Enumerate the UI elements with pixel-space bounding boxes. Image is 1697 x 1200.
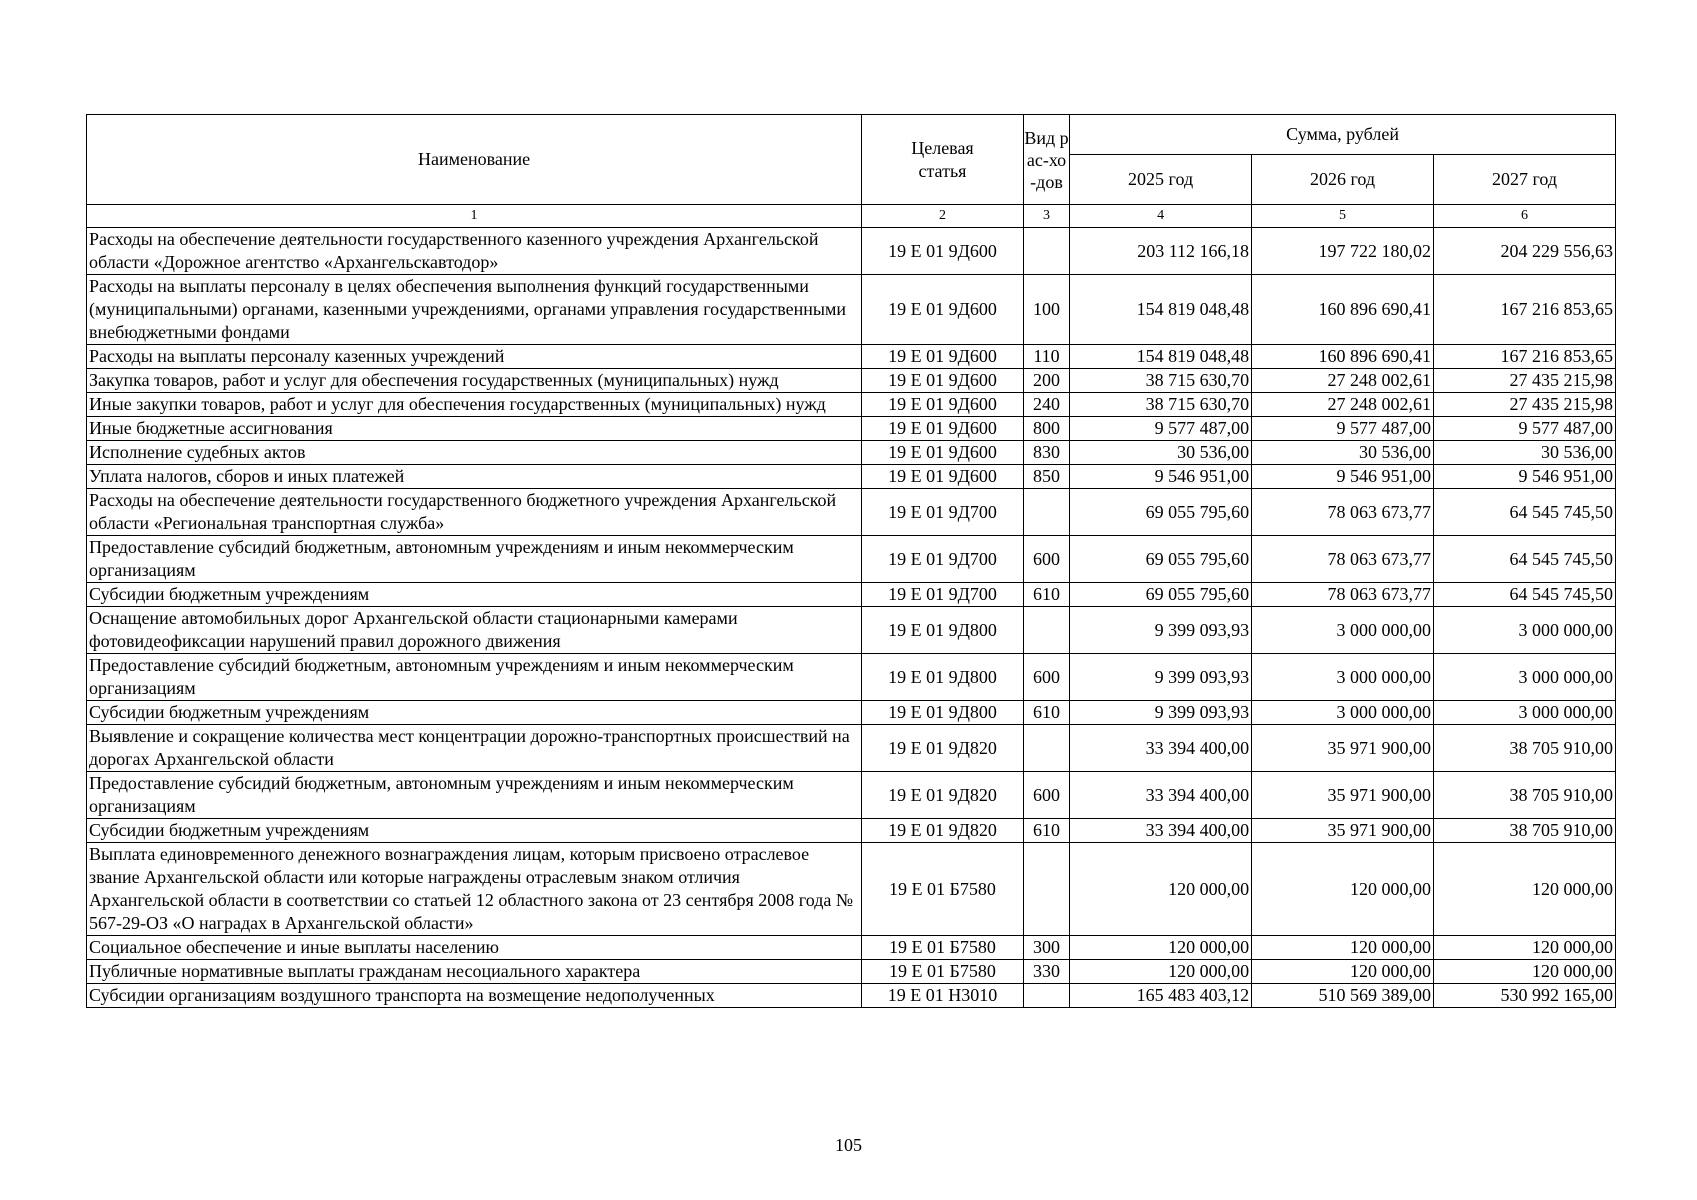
row-amount-2027: 38 705 910,00	[1434, 772, 1616, 819]
row-target-article: 19 Е 01 9Д820	[862, 819, 1024, 843]
table-row	[87, 701, 1616, 725]
row-target-article: 19 Е 01 9Д700	[862, 489, 1024, 536]
row-expense-type: 600	[1023, 536, 1069, 583]
row-expense-type: 600	[1023, 772, 1069, 819]
row-amount-2025: 9 577 487,00	[1070, 417, 1252, 441]
row-amount-2027: 9 546 951,00	[1434, 465, 1616, 489]
row-amount-2026: 27 248 002,61	[1252, 393, 1434, 417]
row-amount-2026: 160 896 690,41	[1252, 275, 1434, 345]
row-name: Предоставление субсидий бюджетным, автономным учреждениям и иным некоммерческим организациям	[87, 536, 862, 583]
table-row	[87, 393, 1616, 417]
row-amount-2027: 167 216 853,65	[1434, 345, 1616, 369]
table-row	[87, 536, 1616, 583]
row-amount-2025: 120 000,00	[1070, 936, 1252, 960]
row-expense-type	[1023, 725, 1069, 772]
row-amount-2027: 3 000 000,00	[1434, 701, 1616, 725]
row-amount-2026: 197 722 180,02	[1252, 228, 1434, 275]
table-row	[87, 275, 1616, 345]
row-amount-2026: 9 546 951,00	[1252, 465, 1434, 489]
table-row	[87, 654, 1616, 701]
row-amount-2025: 69 055 795,60	[1070, 536, 1252, 583]
row-expense-type: 330	[1023, 960, 1069, 984]
table-body	[87, 228, 1616, 1008]
column-number: 2	[862, 205, 1024, 228]
table-row	[87, 843, 1616, 936]
row-amount-2026: 35 971 900,00	[1252, 819, 1434, 843]
row-name: Субсидии бюджетным учреждениям	[87, 701, 862, 725]
row-amount-2025: 38 715 630,70	[1070, 393, 1252, 417]
row-amount-2025: 9 546 951,00	[1070, 465, 1252, 489]
row-amount-2025: 154 819 048,48	[1070, 345, 1252, 369]
row-amount-2027: 38 705 910,00	[1434, 725, 1616, 772]
row-expense-type: 110	[1023, 345, 1069, 369]
table-row	[87, 465, 1616, 489]
row-expense-type	[1023, 228, 1069, 275]
row-amount-2027: 120 000,00	[1434, 843, 1616, 936]
document-page	[86, 114, 1616, 1008]
column-number: 3	[1023, 205, 1069, 228]
budget-table	[86, 114, 1616, 1008]
row-amount-2025: 33 394 400,00	[1070, 819, 1252, 843]
row-name: Предоставление субсидий бюджетным, автономным учреждениям и иным некоммерческим организациям	[87, 654, 862, 701]
row-target-article: 19 Е 01 9Д600	[862, 228, 1024, 275]
row-expense-type	[1023, 489, 1069, 536]
row-amount-2027: 27 435 215,98	[1434, 369, 1616, 393]
row-amount-2026: 9 577 487,00	[1252, 417, 1434, 441]
row-amount-2026: 120 000,00	[1252, 843, 1434, 936]
row-amount-2026: 78 063 673,77	[1252, 536, 1434, 583]
row-amount-2026: 120 000,00	[1252, 936, 1434, 960]
row-amount-2025: 69 055 795,60	[1070, 489, 1252, 536]
table-row	[87, 960, 1616, 984]
row-target-article: 19 Е 01 9Д600	[862, 393, 1024, 417]
row-target-article: 19 Е 01 Б7580	[862, 843, 1024, 936]
row-target-article: 19 Е 01 9Д820	[862, 772, 1024, 819]
row-target-article: 19 Е 01 Б7580	[862, 960, 1024, 984]
row-amount-2025: 9 399 093,93	[1070, 607, 1252, 654]
column-number: 4	[1070, 205, 1252, 228]
table-row	[87, 607, 1616, 654]
row-amount-2025: 9 399 093,93	[1070, 654, 1252, 701]
row-expense-type	[1023, 984, 1069, 1008]
table-row	[87, 345, 1616, 369]
row-name: Исполнение судебных актов	[87, 441, 862, 465]
column-number-row	[87, 205, 1616, 228]
header-sum: Сумма, рублей	[1070, 115, 1616, 155]
row-expense-type: 850	[1023, 465, 1069, 489]
row-amount-2027: 120 000,00	[1434, 960, 1616, 984]
row-amount-2026: 3 000 000,00	[1252, 701, 1434, 725]
row-expense-type: 610	[1023, 583, 1069, 607]
row-name: Уплата налогов, сборов и иных платежей	[87, 465, 862, 489]
row-name: Публичные нормативные выплаты гражданам несоциального характера	[87, 960, 862, 984]
row-name: Иные бюджетные ассигнования	[87, 417, 862, 441]
row-target-article: 19 Е 01 9Д600	[862, 465, 1024, 489]
row-target-article: 19 Е 01 9Д800	[862, 607, 1024, 654]
row-amount-2027: 64 545 745,50	[1434, 536, 1616, 583]
row-expense-type: 610	[1023, 701, 1069, 725]
row-amount-2026: 78 063 673,77	[1252, 489, 1434, 536]
row-amount-2027: 64 545 745,50	[1434, 583, 1616, 607]
column-number: 5	[1252, 205, 1434, 228]
row-expense-type	[1023, 607, 1069, 654]
row-amount-2026: 35 971 900,00	[1252, 725, 1434, 772]
header-year-2026: 2026 год	[1252, 155, 1434, 205]
row-amount-2026: 78 063 673,77	[1252, 583, 1434, 607]
header-year-2025: 2025 год	[1070, 155, 1252, 205]
row-amount-2025: 33 394 400,00	[1070, 725, 1252, 772]
row-amount-2025: 9 399 093,93	[1070, 701, 1252, 725]
row-name: Субсидии бюджетным учреждениям	[87, 819, 862, 843]
row-expense-type	[1023, 843, 1069, 936]
row-amount-2025: 154 819 048,48	[1070, 275, 1252, 345]
header-year-2027: 2027 год	[1434, 155, 1616, 205]
row-name: Субсидии бюджетным учреждениям	[87, 583, 862, 607]
row-amount-2026: 35 971 900,00	[1252, 772, 1434, 819]
row-amount-2027: 3 000 000,00	[1434, 607, 1616, 654]
row-target-article: 19 Е 01 9Д600	[862, 441, 1024, 465]
row-name: Расходы на обеспечение деятельности государственного казенного учреждения Архангельской области «Дорожное агентство «Архангельскавтодор»	[87, 228, 862, 275]
header-expense-type: Вид рас-хо-дов	[1023, 115, 1069, 205]
row-target-article: 19 Е 01 9Д600	[862, 369, 1024, 393]
row-target-article: 19 Е 01 Б7580	[862, 936, 1024, 960]
table-row	[87, 936, 1616, 960]
row-amount-2027: 120 000,00	[1434, 936, 1616, 960]
table-row	[87, 819, 1616, 843]
table-row	[87, 583, 1616, 607]
row-name: Выплата единовременного денежного вознаграждения лицам, которым присвоено отраслевое звание Архангельской области или которые награждены отраслевым знаком отличия Архангельской области в соответствии со статьей 12 областного закона от 23 сентября 2008 года № 567-29-ОЗ «О наградах в Архангельской области»	[87, 843, 862, 936]
row-name: Социальное обеспечение и иные выплаты населению	[87, 936, 862, 960]
row-expense-type: 610	[1023, 819, 1069, 843]
row-amount-2027: 30 536,00	[1434, 441, 1616, 465]
row-amount-2026: 3 000 000,00	[1252, 607, 1434, 654]
row-target-article: 19 Е 01 9Д700	[862, 536, 1024, 583]
row-expense-type: 800	[1023, 417, 1069, 441]
table-row	[87, 228, 1616, 275]
row-amount-2026: 160 896 690,41	[1252, 345, 1434, 369]
row-amount-2026: 3 000 000,00	[1252, 654, 1434, 701]
row-amount-2025: 69 055 795,60	[1070, 583, 1252, 607]
row-target-article: 19 Е 01 9Д600	[862, 275, 1024, 345]
row-amount-2027: 204 229 556,63	[1434, 228, 1616, 275]
table-row	[87, 369, 1616, 393]
row-amount-2026: 30 536,00	[1252, 441, 1434, 465]
row-name: Расходы на выплаты персоналу казенных учреждений	[87, 345, 862, 369]
row-amount-2026: 510 569 389,00	[1252, 984, 1434, 1008]
header-name: Наименование	[87, 115, 862, 205]
page-number: 105	[835, 1135, 862, 1155]
table-row	[87, 772, 1616, 819]
row-name: Закупка товаров, работ и услуг для обеспечения государственных (муниципальных) нужд	[87, 369, 862, 393]
row-target-article: 19 Е 01 9Д600	[862, 417, 1024, 441]
row-name: Расходы на обеспечение деятельности государственного бюджетного учреждения Архангельской области «Региональная транспортная служба»	[87, 489, 862, 536]
column-number: 6	[1434, 205, 1616, 228]
row-target-article: 19 Е 01 9Д800	[862, 654, 1024, 701]
row-name: Оснащение автомобильных дорог Архангельской области стационарными камерами фотовидеофиксации нарушений правил дорожного движения	[87, 607, 862, 654]
row-target-article: 19 Е 01 9Д600	[862, 345, 1024, 369]
table-row	[87, 725, 1616, 772]
row-expense-type: 600	[1023, 654, 1069, 701]
row-amount-2025: 120 000,00	[1070, 843, 1252, 936]
row-amount-2025: 33 394 400,00	[1070, 772, 1252, 819]
row-name: Выявление и сокращение количества мест концентрации дорожно-транспортных происшествий на дорогах Архангельской области	[87, 725, 862, 772]
table-row	[87, 984, 1616, 1008]
row-amount-2027: 38 705 910,00	[1434, 819, 1616, 843]
row-amount-2027: 27 435 215,98	[1434, 393, 1616, 417]
row-name: Расходы на выплаты персоналу в целях обеспечения выполнения функций государственными (муниципальными) органами, казенными учреждениями, органами управления государственными внебюджетными фондами	[87, 275, 862, 345]
row-expense-type: 200	[1023, 369, 1069, 393]
row-target-article: 19 Е 01 9Д700	[862, 583, 1024, 607]
row-target-article: 19 Е 01 Н3010	[862, 984, 1024, 1008]
row-amount-2026: 27 248 002,61	[1252, 369, 1434, 393]
row-expense-type: 100	[1023, 275, 1069, 345]
row-amount-2027: 9 577 487,00	[1434, 417, 1616, 441]
row-amount-2025: 120 000,00	[1070, 960, 1252, 984]
row-amount-2025: 38 715 630,70	[1070, 369, 1252, 393]
row-target-article: 19 Е 01 9Д820	[862, 725, 1024, 772]
row-name: Субсидии организациям воздушного транспорта на возмещение недополученных	[87, 984, 862, 1008]
table-row	[87, 417, 1616, 441]
row-amount-2027: 64 545 745,50	[1434, 489, 1616, 536]
row-amount-2027: 167 216 853,65	[1434, 275, 1616, 345]
header-target-article: Целевая статья	[862, 115, 1024, 205]
table-row	[87, 489, 1616, 536]
row-amount-2027: 3 000 000,00	[1434, 654, 1616, 701]
row-amount-2027: 530 992 165,00	[1434, 984, 1616, 1008]
row-amount-2025: 165 483 403,12	[1070, 984, 1252, 1008]
row-amount-2025: 30 536,00	[1070, 441, 1252, 465]
column-number: 1	[87, 205, 862, 228]
row-expense-type: 240	[1023, 393, 1069, 417]
row-expense-type: 300	[1023, 936, 1069, 960]
row-amount-2026: 120 000,00	[1252, 960, 1434, 984]
row-expense-type: 830	[1023, 441, 1069, 465]
table-row	[87, 441, 1616, 465]
row-target-article: 19 Е 01 9Д800	[862, 701, 1024, 725]
row-amount-2025: 203 112 166,18	[1070, 228, 1252, 275]
row-name: Иные закупки товаров, работ и услуг для обеспечения государственных (муниципальных) нужд	[87, 393, 862, 417]
row-name: Предоставление субсидий бюджетным, автономным учреждениям и иным некоммерческим организациям	[87, 772, 862, 819]
